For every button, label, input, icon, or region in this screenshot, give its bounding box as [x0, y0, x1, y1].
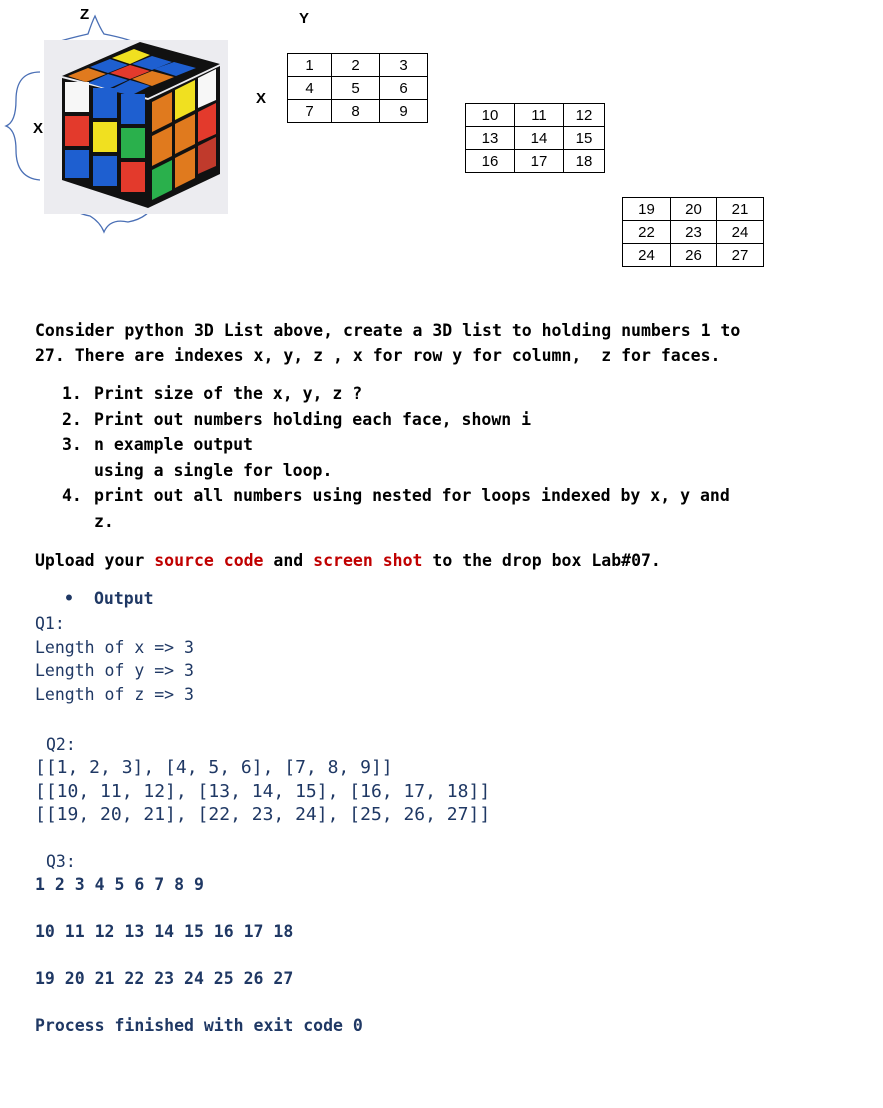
grid-cell: 6	[380, 77, 428, 100]
q2-line: [[19, 20, 21], [22, 23, 24], [25, 26, 27]]	[35, 804, 491, 825]
grid-cell: 17	[515, 150, 564, 173]
upload-instruction	[35, 548, 661, 573]
table-row	[623, 244, 764, 267]
q3-line: 19 20 21 22 23 24 25 26 27	[35, 969, 294, 988]
bullet-icon: •	[64, 589, 74, 608]
q3-line: 1 2 3 4 5 6 7 8 9	[35, 875, 204, 894]
grid-cell: 1	[288, 54, 332, 77]
task-list	[62, 381, 730, 534]
face-grid-1	[287, 53, 428, 123]
q3-line: 10 11 12 13 14 15 16 17 18	[35, 922, 294, 941]
list-text: z.	[94, 511, 114, 531]
list-item	[62, 381, 730, 407]
list-text: print out all numbers using nested for loops indexed by x, y and	[94, 486, 730, 505]
grid-cell: 5	[332, 77, 380, 100]
table-row	[288, 100, 428, 123]
face-grid-2	[465, 103, 605, 173]
axis-label-y-grid: Y	[299, 10, 310, 27]
grid-cell: 10	[466, 104, 515, 127]
process-finished-line: Process finished with exit code 0	[35, 1016, 363, 1035]
q2-label: Q2:	[46, 735, 76, 754]
grid-cell: 23	[671, 221, 717, 244]
grid-cell: 13	[466, 127, 515, 150]
grid-cell: 3	[380, 54, 428, 77]
table-row	[466, 104, 605, 127]
q1-line: Length of x => 3	[35, 638, 194, 657]
list-number: 3.	[62, 435, 82, 454]
upload-text-post: to the drop box Lab#07.	[422, 551, 661, 570]
grid-cell: 12	[564, 104, 605, 127]
upload-screen-shot: screen shot	[313, 551, 423, 570]
table-row	[623, 198, 764, 221]
grid-cell: 20	[671, 198, 717, 221]
instruction-line-2: 27. There are indexes x, y, z , x for row y for column, z for faces.	[35, 346, 721, 365]
grid-cell: 19	[623, 198, 671, 221]
grid-cell: 8	[332, 100, 380, 123]
grid-cell: 27	[717, 244, 764, 267]
grid-cell: 2	[332, 54, 380, 77]
axis-label-z: Z	[80, 6, 90, 23]
grid-cell: 24	[623, 244, 671, 267]
grid-cell: 14	[515, 127, 564, 150]
face-grid-3	[622, 197, 764, 267]
list-item	[62, 432, 730, 458]
list-text: Print out numbers holding each face, shown i	[94, 409, 532, 429]
q3-label: Q3:	[46, 852, 76, 871]
list-number: 2.	[62, 409, 82, 429]
grid-cell: 21	[717, 198, 764, 221]
table-row	[466, 127, 605, 150]
grid-cell: 18	[564, 150, 605, 173]
table-row	[623, 221, 764, 244]
table-row	[466, 150, 605, 173]
q2-line: [[10, 11, 12], [13, 14, 15], [16, 17, 18]]	[35, 781, 491, 802]
list-number: 1.	[62, 384, 82, 403]
grid-cell: 7	[288, 100, 332, 123]
table-row	[288, 54, 428, 77]
list-item	[62, 509, 730, 535]
grid-cell: 26	[671, 244, 717, 267]
upload-source-code: source code	[154, 551, 264, 570]
axis-label-x-cube: X	[33, 120, 44, 137]
instruction-line-1: Consider python 3D List above, create a 3D list to holding numbers 1 to	[35, 321, 741, 340]
grid-cell: 4	[288, 77, 332, 100]
axis-label-x-grid: X	[256, 90, 267, 107]
list-item	[62, 458, 730, 484]
upload-text-pre: Upload your	[35, 551, 155, 570]
list-text: Print size of the x, y, z ?	[94, 384, 363, 403]
q1-line: Length of y => 3	[35, 661, 194, 680]
list-item	[62, 483, 730, 509]
rubiks-cube-icon	[44, 40, 228, 214]
upload-text-mid: and	[263, 551, 314, 570]
grid-cell: 16	[466, 150, 515, 173]
output-bullet-item	[64, 589, 154, 608]
grid-cell: 22	[623, 221, 671, 244]
grid-cell: 11	[515, 104, 564, 127]
grid-cell: 9	[380, 100, 428, 123]
q1-line: Length of z => 3	[35, 685, 194, 704]
list-item	[62, 407, 730, 433]
list-text: using a single for loop.	[94, 460, 333, 480]
q1-label: Q1:	[35, 614, 65, 633]
q2-line: [[1, 2, 3], [4, 5, 6], [7, 8, 9]]	[35, 757, 393, 778]
grid-cell: 15	[564, 127, 605, 150]
output-heading: Output	[94, 589, 154, 608]
grid-cell: 24	[717, 221, 764, 244]
rubiks-cube-image	[44, 40, 228, 214]
list-number: 4.	[62, 486, 82, 505]
list-text: n example output	[94, 435, 253, 454]
table-row	[288, 77, 428, 100]
